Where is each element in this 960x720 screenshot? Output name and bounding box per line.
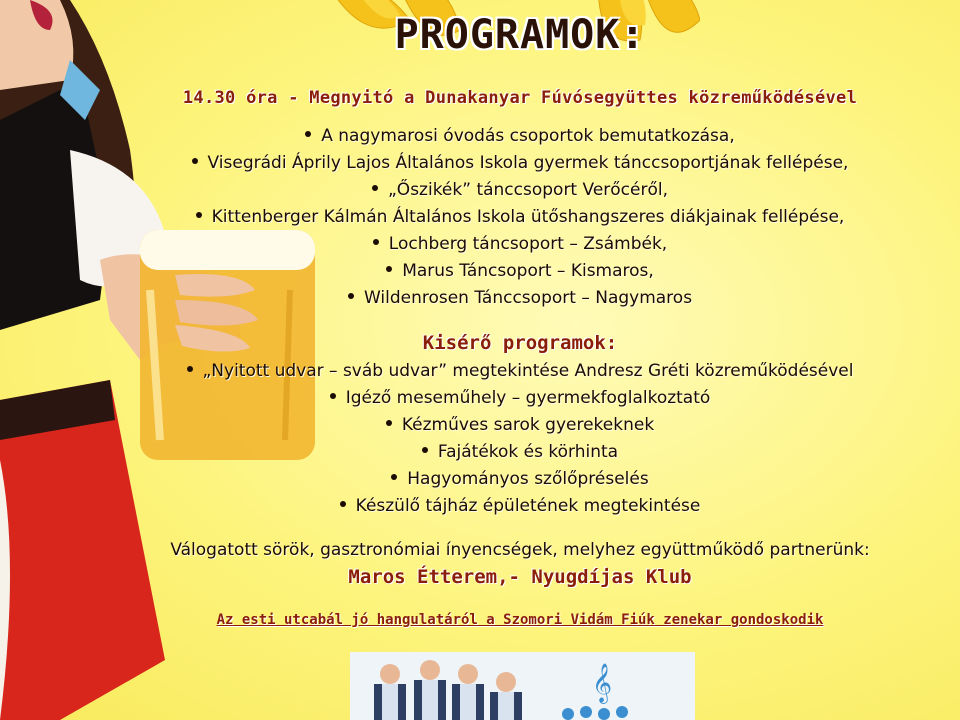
bullet-icon [192,158,198,164]
list-item: Kittenberger Kálmán Általános Iskola ütőshangszeres diákjainak fellépése, [100,204,940,231]
list-item: Hagyományos szőlőpréselés [100,466,940,493]
list-item: Marus Táncsoport – Kismaros, [100,258,940,285]
list-item: A nagymarosi óvodás csoportok bemutatkozása, [100,123,940,150]
evening-note: Az esti utcabál jó hangulatáról a Szomori Vidám Fiúk zenekar gondoskodik [216,612,824,628]
list-item: Wildenrosen Tánccsoport – Nagymaros [100,285,940,312]
partner-name: Maros Étterem,- Nyugdíjas Klub [348,566,692,588]
list-item: Igéző meseműhely – gyermekfoglalkoztató [100,385,940,412]
side-program-list [100,358,940,520]
main-program-list [100,123,940,312]
bullet-icon [187,366,193,372]
partners-line: Válogatott sörök, gasztronómiai ínyencségek, melyhez együttműködő partnerünk: [170,540,870,560]
bullet-icon [386,420,392,426]
bullet-icon [330,393,336,399]
list-item: Visegrádi Áprily Lajos Általános Iskola gyermek tánccsoportjának fellépése, [100,150,940,177]
list-item: Fajátékok és körhinta [100,439,940,466]
bullet-icon [372,185,378,191]
band-photo-illustration [350,652,695,720]
svg-text:𝄞: 𝄞 [592,663,613,703]
bullet-icon [391,474,397,480]
bullet-icon [422,447,428,453]
bullet-icon [386,266,392,272]
bullet-icon [196,212,202,218]
page-title: PROGRAMOK: [394,12,646,58]
list-item: „Őszikék” tánccsoport Verőcéről, [100,177,940,204]
bullet-icon [305,131,311,137]
list-item: Kézműves sarok gyerekeknek [100,412,940,439]
bullet-icon [373,239,379,245]
list-item: „Nyitott udvar – sváb udvar” megtekintése Andresz Gréti közreműködésével [100,358,940,385]
list-item: Lochberg táncsoport – Zsámbék, [100,231,940,258]
band-photo [350,652,695,720]
bullet-icon [340,501,346,507]
list-item: Készülő tájház épületének megtekintése [100,493,940,520]
opening-subtitle: 14.30 óra - Megnyitó a Dunakanyar Fúvósegyüttes közreműködésével [182,88,858,108]
side-program-title: Kisérő programok: [422,332,618,354]
bullet-icon [348,293,354,299]
